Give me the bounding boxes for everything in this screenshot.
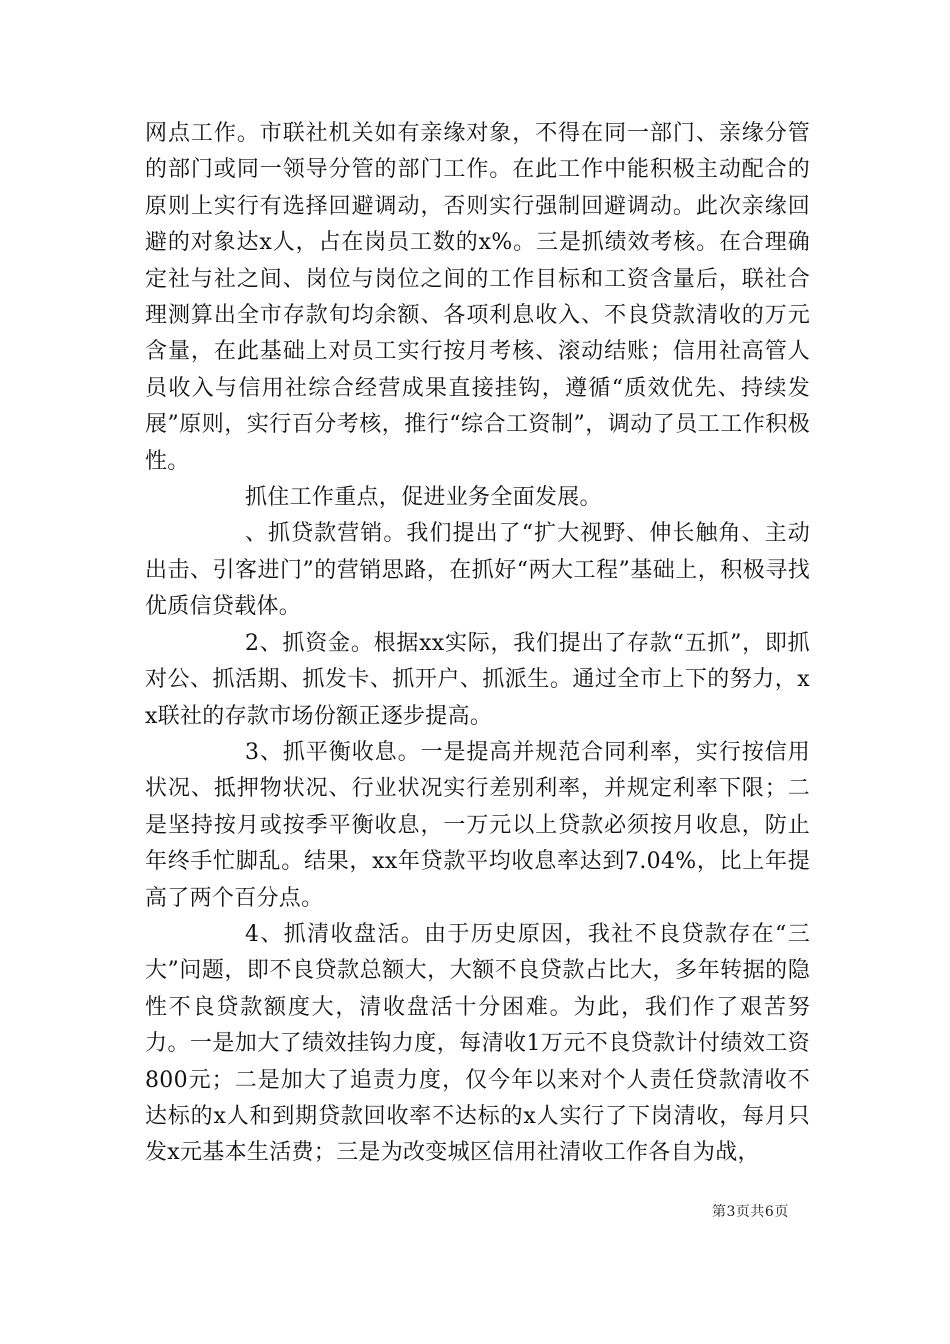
paragraph-1: 网点工作。市联社机关如有亲缘对象，不得在同一部门、亲缘分管的部门或同一领导分管的部门工作。在此工作中能积极主动配合的原则上实行有选择回避调动，否则实行强制回避调动。此次亲缘回避的对象达x人，占在岗员工数的x%。三是抓绩效考核。在合理确定社与社之间、岗位与岗位之间的工作目标和工资含量后，联社合理测算出全市存款旬均余额、各项利息收入、不良贷款清收的万元含量，在此基础上对员工实行按月考核、滚动结账；信用社高管人员收入与信用社综合经营成果直接挂钩，遵循“质效优先、持续发展”原则，实行百分考核，推行“综合工资制”，调动了员工工作积极性。 [145, 121, 810, 474]
paragraph-6: 4、抓清收盘活。由于历史原因，我社不良贷款存在“三大”问题，即不良贷款总额大，大额不良贷款占比大，多年转据的隐性不良贷款额度大，清收盘活十分困难。为此，我们作了艰苦努力。一是加大了绩效挂钩力度，每清收1万元不良贷款计付绩效工资800元；二是加大了追责力度，仅今年以来对个人责任贷款清收不达标的x人和到期贷款回收率不达标的x人实行了下岗清收，每月只发x元基本生活费；三是为改变城区信用社清收工作各自为战， [145, 921, 810, 1166]
document-body [145, 116, 810, 1172]
paragraph-5: 3、抓平衡收息。一是提高并规范合同利率，实行按信用状况、抵押物状况、行业状况实行差别利率，并规定利率下限；二是坚持按月或按季平衡收息，一万元以上贷款必须按月收息，防止年终手忙脚乱。结果，xx年贷款平均收息率达到7.04%，比上年提高了两个百分点。 [145, 739, 810, 911]
paragraph-4: 2、抓资金。根据xx实际，我们提出了存款“五抓”，即抓对公、抓活期、抓发卡、抓开户、抓派生。通过全市上下的努力，xx联社的存款市场份额正逐步提高。 [145, 630, 810, 729]
paragraph-3: 、抓贷款营销。我们提出了“扩大视野、伸长触角、主动出击、引客进门”的营销思路，在抓好“两大工程”基础上，积极寻找优质信贷载体。 [145, 521, 810, 620]
page-number: 第3页共6页 [712, 1204, 789, 1220]
paragraph-2: 抓住工作重点，促进业务全面发展。 [245, 485, 602, 511]
